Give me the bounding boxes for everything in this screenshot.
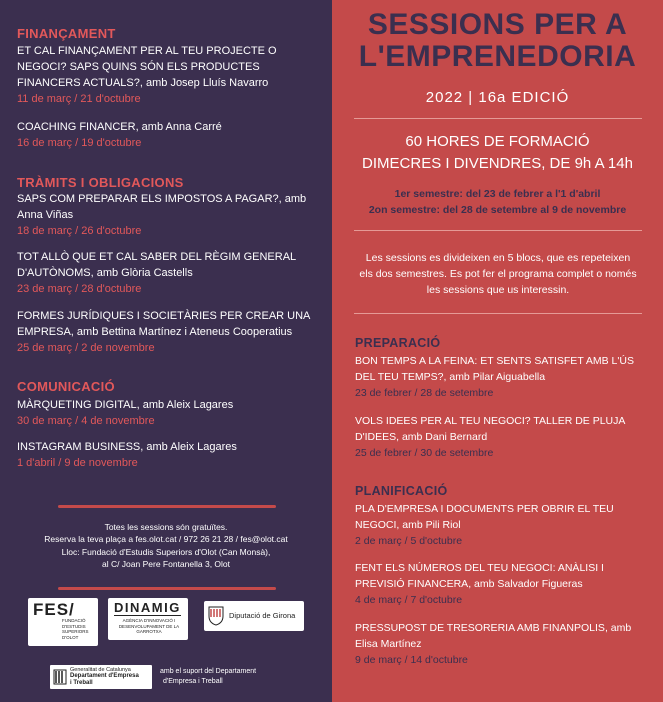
page-title [332, 9, 663, 73]
session-dates: 23 de febrer / 28 de setembre [355, 387, 494, 399]
reservation-line: Reserva la teva plaça a fes.olot.cat / 972 26 21 28 / fes@olot.cat [44, 534, 288, 545]
free-sessions-note: Totes les sessions són gratuïtes. [104, 522, 228, 532]
session-speaker: , amb Glòria Castells [90, 267, 193, 279]
session-title: TOT ALLÒ QUE ET CAL SABER DEL RÈGIM GENERAL D'AUTÒNOMS [17, 251, 296, 279]
session-speaker: , amb Anna Viñas [17, 193, 307, 221]
section-title-planificacio: PLANIFICACIÓ [355, 484, 448, 498]
divider-top [58, 505, 276, 508]
session-speaker: , amb Salvador Figueras [468, 578, 583, 590]
session-speaker: , amb Elisa Martínez [355, 622, 632, 650]
divider [354, 230, 642, 231]
session-item [17, 308, 322, 356]
fes-logo [28, 598, 98, 646]
hours-label: 60 HORES DE FORMACIÓ [405, 133, 590, 150]
semester-1: 1er semestre: del 23 de febrer a l'1 d'abril [394, 188, 601, 200]
dinamig-logo-subtitle: AGÈNCIA D'INNOVACIÓ I DESENVOLUPAMENT DE LA GARROTXA [118, 618, 180, 634]
diputacio-shield-icon [208, 606, 224, 626]
semesters [332, 186, 663, 218]
session-item [355, 353, 655, 401]
session-speaker: , amb Josep Lluís Navarro [139, 77, 269, 89]
session-dates: 4 de març / 7 d'octubre [355, 594, 463, 606]
session-item [17, 249, 322, 297]
session-title: VOLS IDEES PER AL TEU NEGOCI? TALLER DE PLUJA D'IDEES [355, 415, 625, 443]
section-title-preparacio: PREPARACIÓ [355, 336, 441, 350]
session-title: BON TEMPS A LA FEINA: ET SENTS SATISFET AMB L'ÚS DEL TEU TEMPS? [355, 355, 634, 383]
session-title: SAPS COM PREPARAR ELS IMPOSTOS A PAGAR? [17, 193, 279, 205]
session-dates: 11 de març / 21 d'octubre [17, 93, 141, 105]
session-dates: 30 de març / 4 de novembre [17, 415, 155, 427]
generalitat-logo-line1: Generalitat de Catalunya [70, 667, 131, 673]
right-column [332, 0, 663, 702]
session-title: COACHING FINANCER [17, 121, 136, 133]
semester-2: 2on semestre: del 28 de setembre al 9 de novembre [368, 204, 627, 216]
divider [354, 118, 642, 119]
session-item [355, 560, 655, 608]
session-speaker: , amb Dani Bernard [396, 431, 488, 443]
session-item [355, 620, 655, 668]
logos-area [0, 595, 332, 702]
support-line2: d'Empresa i Treball [163, 678, 223, 685]
session-dates: 9 de març / 14 d'octubre [355, 654, 468, 666]
session-title: FORMES JURÍDIQUES I SOCIETÀRIES PER CREAR UNA EMPRESA [17, 310, 310, 338]
page-title-line1: SESSIONS PER A [367, 8, 628, 41]
section-title-financament: FINANÇAMENT [17, 26, 116, 41]
edition-label: 2022 | 16a EDICIÓ [425, 89, 570, 106]
fes-logo-text: FES/ [33, 600, 75, 619]
session-title: PLA D'EMPRESA I DOCUMENTS PER OBRIR EL TEU NEGOCI [355, 503, 614, 531]
page-title-line2: L'EMPRENEDORIA [358, 40, 637, 73]
session-item [355, 501, 655, 549]
generalitat-logo-line3: i Treball [70, 680, 93, 686]
diputacio-logo-text: Diputació de Girona [229, 611, 296, 620]
location-line: Lloc: Fundació d'Estudis Superiors d'Olot (Can Monsà), [61, 546, 271, 557]
session-item [17, 43, 322, 107]
support-line1: amb el suport del Departament [160, 668, 257, 675]
session-item [17, 439, 322, 471]
session-speaker: , amb Anna Carré [135, 121, 222, 133]
session-title: INSTAGRAM BUSINESS [17, 441, 141, 453]
address-line: al C/ Joan Pere Fontanella 3, Olot [101, 558, 231, 569]
session-speaker: , amb Bettina Martínez i Ateneus Cooperatius [70, 326, 293, 338]
divider [354, 313, 642, 314]
session-dates: 25 de febrer / 30 de setembre [355, 447, 494, 459]
session-dates: 2 de març / 5 d'octubre [355, 535, 463, 547]
session-title: FENT ELS NÚMEROS DEL TEU NEGOCI: ANÀLISI I PREVISIÓ FINANCERA [355, 562, 604, 590]
session-item [355, 413, 655, 461]
session-title: ET CAL FINANÇAMENT PER AL TEU PROJECTE O NEGOCI? SAPS QUINS SÓN ELS PRODUCTES FINANCERS ACTUALS? [17, 45, 277, 89]
session-speaker: , amb Pilar Aiguabella [443, 371, 546, 383]
session-dates: 16 de març / 19 d'octubre [17, 137, 142, 149]
session-title: MÀRQUETING DIGITAL [17, 399, 137, 411]
session-dates: 18 de març / 26 d'octubre [17, 225, 142, 237]
program-info: Les sessions es divideixen en 5 blocs, que es repeteixen els dos semestres. Es pot fer el programa complet o només les sessions que us interessin. [359, 252, 637, 296]
divider-bottom [58, 587, 276, 590]
diputacio-logo [204, 601, 304, 631]
session-title: PRESSUPOST DE TRESORERIA AMB FINANPOLIS [355, 622, 605, 634]
session-dates: 1 d'abril / 9 de novembre [17, 457, 138, 469]
dinamig-logo [108, 598, 188, 640]
session-item [17, 397, 322, 429]
session-dates: 23 de març / 28 d'octubre [17, 283, 142, 295]
section-title-tramits: TRÀMITS I OBLIGACIONS [17, 175, 184, 190]
session-speaker: , amb Aleix Lagares [136, 399, 234, 411]
generalitat-logo [50, 665, 152, 689]
session-item [17, 119, 322, 151]
session-speaker: , amb Pili Riol [396, 519, 461, 531]
support-text [160, 667, 256, 687]
section-title-comunicacio: COMUNICACIÓ [17, 379, 115, 394]
session-dates: 25 de març / 2 de novembre [17, 342, 155, 354]
schedule-label: DIMECRES I DIVENDRES, DE 9h A 14h [362, 155, 633, 172]
fes-logo-subtitle: FUNDACIÓ D'ESTUDIS SUPERIORS D'OLOT [62, 618, 89, 640]
generalitat-emblem-icon [53, 669, 67, 685]
generalitat-logo-line2: Departament d'Empresa [70, 673, 139, 679]
session-item [17, 191, 322, 239]
contact-info [20, 521, 312, 570]
session-speaker: , amb Aleix Lagares [140, 441, 237, 453]
dinamig-logo-text: DINAMIG [114, 600, 181, 615]
